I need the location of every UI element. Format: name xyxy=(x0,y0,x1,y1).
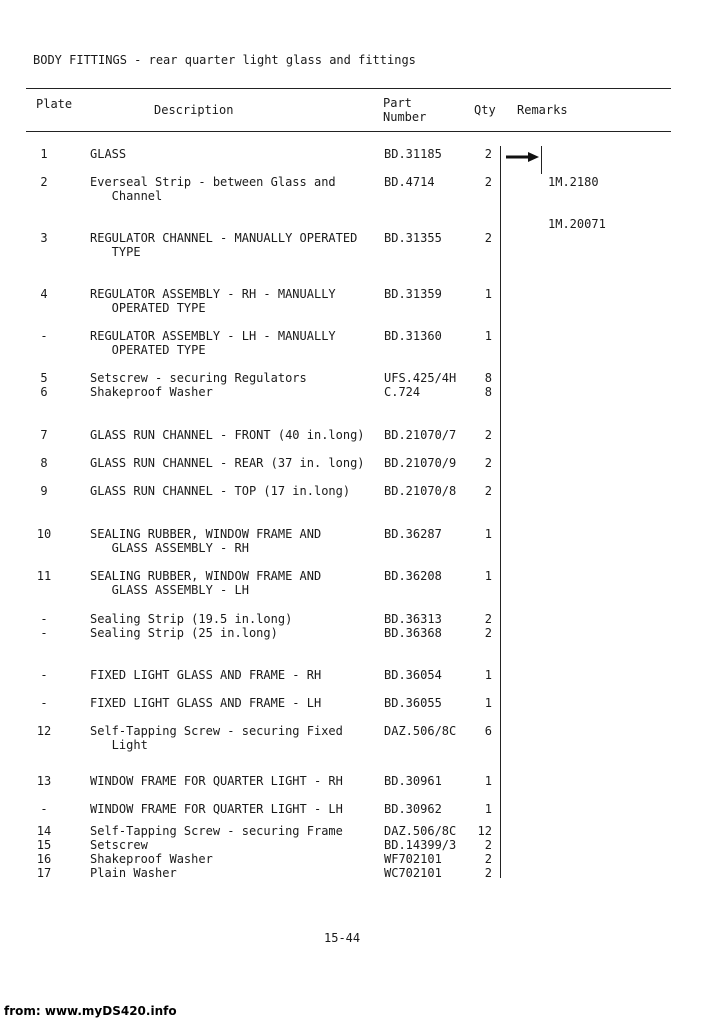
plate-cell: - xyxy=(40,696,48,710)
description-cell: FIXED LIGHT GLASS AND FRAME - LH xyxy=(90,696,322,710)
description-cell: FIXED LIGHT GLASS AND FRAME - RH xyxy=(90,668,322,682)
remarks-text xyxy=(548,147,606,245)
description-cell: REGULATOR ASSEMBLY - LH - MANUALLY OPERATED TYPE xyxy=(90,329,336,357)
plate-cell: 5 xyxy=(40,371,48,385)
plate-cell: 7 xyxy=(40,428,48,442)
part-number-cell: BD.31359 xyxy=(384,287,442,301)
column-header-plate: Plate xyxy=(36,97,73,111)
description-cell: Plain Washer xyxy=(90,866,177,880)
qty-cell: 2 xyxy=(484,175,492,189)
description-cell: GLASS RUN CHANNEL - FRONT (40 in.long) xyxy=(90,428,365,442)
plate-cell: 16 xyxy=(36,852,52,866)
part-number-cell: BD.36054 xyxy=(384,668,442,682)
plate-cell: 6 xyxy=(40,385,48,399)
description-cell: Setscrew xyxy=(90,838,148,852)
qty-cell: 2 xyxy=(484,484,492,498)
part-number-cell: C.724 xyxy=(384,385,421,399)
remarks-bracket xyxy=(541,146,542,174)
plate-cell: 14 xyxy=(36,824,52,838)
description-cell: REGULATOR ASSEMBLY - RH - MANUALLY OPERATED TYPE xyxy=(90,287,336,315)
part-number-cell: BD.14399/3 xyxy=(384,838,457,852)
part-number-cell: BD.36287 xyxy=(384,527,442,541)
qty-cell: 6 xyxy=(484,724,492,738)
qty-cell: 12 xyxy=(477,824,492,838)
qty-cell: 2 xyxy=(484,231,492,245)
column-header-description: Description xyxy=(154,103,234,117)
part-number-cell: BD.31360 xyxy=(384,329,442,343)
plate-cell: 10 xyxy=(36,527,52,541)
description-cell: Everseal Strip - between Glass and Channel xyxy=(90,175,336,203)
qty-cell: 1 xyxy=(484,668,492,682)
part-number-cell: BD.36055 xyxy=(384,696,442,710)
part-number-cell: BD.36313 xyxy=(384,612,442,626)
page-title: BODY FITTINGS - rear quarter light glass and fittings xyxy=(33,53,416,67)
plate-cell: 2 xyxy=(40,175,48,189)
description-cell: Self-Tapping Screw - securing Fixed Light xyxy=(90,724,343,752)
qty-cell: 1 xyxy=(484,329,492,343)
qty-cell: 8 xyxy=(484,385,492,399)
description-cell: Sealing Strip (19.5 in.long) xyxy=(90,612,293,626)
column-header-part-line1: Part xyxy=(383,96,412,110)
part-number-cell: UFS.425/4H xyxy=(384,371,457,385)
description-cell: SEALING RUBBER, WINDOW FRAME AND GLASS ASSEMBLY - RH xyxy=(90,527,322,555)
plate-cell: - xyxy=(40,802,48,816)
part-number-cell: BD.30961 xyxy=(384,774,442,788)
plate-cell: 8 xyxy=(40,456,48,470)
description-cell: GLASS RUN CHANNEL - REAR (37 in. long) xyxy=(90,456,365,470)
qty-cell: 8 xyxy=(484,371,492,385)
part-number-cell: BD.21070/7 xyxy=(384,428,457,442)
description-cell: Self-Tapping Screw - securing Frame xyxy=(90,824,343,838)
description-cell: Setscrew - securing Regulators xyxy=(90,371,307,385)
part-number-cell: WC702101 xyxy=(384,866,442,880)
part-number-cell: DAZ.506/8C xyxy=(384,724,457,738)
description-cell: WINDOW FRAME FOR QUARTER LIGHT - LH xyxy=(90,802,343,816)
plate-cell: 11 xyxy=(36,569,52,583)
description-cell: Shakeproof Washer xyxy=(90,385,213,399)
remarks-line-1: 1M.2180 xyxy=(548,175,599,189)
column-header-remarks: Remarks xyxy=(517,103,568,117)
part-number-cell: BD.4714 xyxy=(384,175,435,189)
plate-cell: 15 xyxy=(36,838,52,852)
qty-cell: 1 xyxy=(484,287,492,301)
qty-cell: 1 xyxy=(484,802,492,816)
qty-cell: 1 xyxy=(484,527,492,541)
part-number-cell: BD.31355 xyxy=(384,231,442,245)
qty-cell: 2 xyxy=(484,428,492,442)
part-number-cell: DAZ.506/8C xyxy=(384,824,457,838)
plate-cell: 17 xyxy=(36,866,52,880)
qty-cell: 2 xyxy=(484,626,492,640)
plate-cell: - xyxy=(40,626,48,640)
qty-cell: 2 xyxy=(484,456,492,470)
qty-cell: 2 xyxy=(484,852,492,866)
column-header-part-line2: Number xyxy=(383,110,427,124)
header-top-rule xyxy=(26,88,671,89)
description-cell: GLASS xyxy=(90,147,127,161)
qty-cell: 2 xyxy=(484,866,492,880)
qty-cell: 1 xyxy=(484,569,492,583)
plate-cell: 9 xyxy=(40,484,48,498)
qty-cell: 2 xyxy=(484,612,492,626)
description-cell: GLASS RUN CHANNEL - TOP (17 in.long) xyxy=(90,484,351,498)
description-cell: Shakeproof Washer xyxy=(90,852,213,866)
plate-cell: - xyxy=(40,329,48,343)
description-cell: WINDOW FRAME FOR QUARTER LIGHT - RH xyxy=(90,774,343,788)
description-cell: REGULATOR CHANNEL - MANUALLY OPERATED TYPE xyxy=(90,231,358,259)
qty-cell: 1 xyxy=(484,696,492,710)
plate-cell: 1 xyxy=(40,147,48,161)
plate-cell: - xyxy=(40,668,48,682)
part-number-cell: BD.31185 xyxy=(384,147,442,161)
qty-cell: 1 xyxy=(484,774,492,788)
part-number-cell: BD.36208 xyxy=(384,569,442,583)
qty-column-rule xyxy=(500,146,501,878)
page-number: 15-44 xyxy=(324,931,361,945)
remarks-line-2: 1M.20071 xyxy=(548,217,606,231)
plate-cell: - xyxy=(40,612,48,626)
arrow-right-icon xyxy=(506,151,540,163)
plate-cell: 3 xyxy=(40,231,48,245)
source-footer: from: www.myDS420.info xyxy=(4,1004,177,1018)
part-number-cell: BD.21070/8 xyxy=(384,484,457,498)
qty-cell: 2 xyxy=(484,838,492,852)
plate-cell: 13 xyxy=(36,774,52,788)
plate-cell: 12 xyxy=(36,724,52,738)
description-cell: Sealing Strip (25 in.long) xyxy=(90,626,278,640)
part-number-cell: BD.30962 xyxy=(384,802,442,816)
part-number-cell: BD.36368 xyxy=(384,626,442,640)
qty-cell: 2 xyxy=(484,147,492,161)
plate-cell: 4 xyxy=(40,287,48,301)
part-number-cell: BD.21070/9 xyxy=(384,456,457,470)
description-cell: SEALING RUBBER, WINDOW FRAME AND GLASS ASSEMBLY - LH xyxy=(90,569,322,597)
column-header-qty: Qty xyxy=(474,103,496,117)
part-number-cell: WF702101 xyxy=(384,852,442,866)
header-bottom-rule xyxy=(26,131,671,132)
